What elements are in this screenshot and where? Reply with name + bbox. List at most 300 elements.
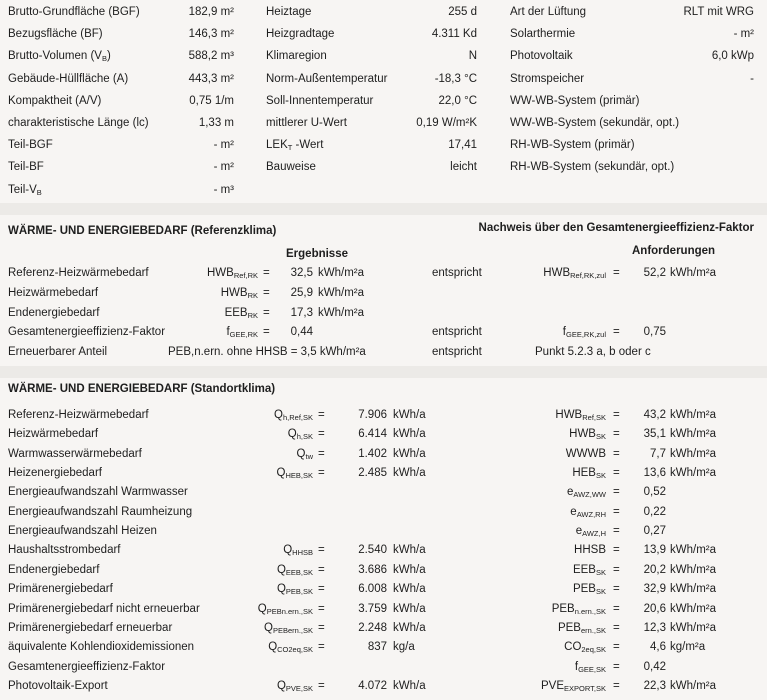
ref-value [270, 266, 313, 280]
eq-text: = [613, 467, 620, 480]
site-eq [318, 602, 325, 616]
climate-label [266, 160, 316, 174]
eq-text: = [613, 544, 620, 557]
site-unit [393, 427, 426, 441]
general-label-text: Bezugsfläche (BF) [8, 28, 103, 41]
climate-label-text: Bauweise [266, 161, 316, 174]
symbol-text: HWB [569, 428, 596, 441]
value-text: 2.248 [358, 621, 387, 634]
value-text: 0,75 1/m [189, 94, 234, 107]
subscript: EXPORT,SK [564, 683, 606, 693]
value-text: - m² [213, 161, 234, 174]
subscript: Ref,RK,zul [570, 271, 606, 280]
site-row-label [8, 679, 108, 693]
ref-req-symbol [500, 325, 606, 339]
site-req-eq [613, 524, 620, 538]
status-text: entspricht [432, 326, 482, 339]
value-text: PEB,n.ern. ohne HHSB = 3,5 kWh/m²a [168, 346, 366, 359]
ref-row-label [8, 306, 99, 320]
ref-row-label [8, 325, 165, 339]
symbol-text: Q [283, 544, 293, 557]
site-row-label [8, 621, 172, 635]
value-text: 52,2 [643, 267, 666, 279]
row-label-text: Heizenergiebedarf [8, 467, 102, 480]
site-req-unit [670, 602, 716, 616]
row-label-text: Energieaufwandszahl Heizen [8, 525, 157, 538]
general-label-text: Teil-V [8, 183, 37, 196]
system-value [640, 49, 754, 63]
subscript: RK [247, 290, 258, 300]
system-label-text: WW-WB-System (sekundär, opt.) [510, 117, 680, 129]
general-label [8, 160, 44, 174]
site-row-label [8, 427, 98, 441]
site-req-unit [670, 408, 716, 422]
site-req-symbol [470, 524, 606, 538]
subscript: PEB,SK [285, 587, 313, 597]
site-value [330, 427, 387, 441]
unit-text: kWh/a [393, 583, 426, 596]
row-label-text: Primärenergiebedarf nicht erneuerbar [8, 602, 200, 615]
general-label [8, 27, 103, 41]
site-req-unit [670, 447, 716, 461]
site-row-label [8, 466, 102, 480]
ref-req-value [622, 266, 666, 280]
site-req-symbol [470, 485, 606, 499]
row-label-text: Referenz-Heizwärmebedarf [8, 409, 149, 421]
unit-text: kWh/a [393, 621, 426, 634]
ref-section-title [8, 224, 276, 238]
site-req-eq [613, 640, 620, 654]
value-text: 17,3 [290, 306, 313, 319]
symbol-text: CO [564, 641, 582, 654]
subscript: PEBn.ern.,SK [266, 606, 313, 616]
value-text: 2.485 [358, 467, 387, 480]
unit-text: kWh/m²a [670, 602, 716, 615]
system-label-text: Solarthermie [510, 28, 576, 41]
unit-text: kWh/m²a [670, 267, 716, 279]
symbol-text: WWWB [565, 447, 606, 460]
eq-text: = [613, 583, 620, 596]
unit-text: kg/m²a [670, 641, 706, 654]
site-req-unit [670, 621, 716, 635]
eq-text: = [318, 641, 325, 654]
site-req-unit [670, 427, 716, 441]
climate-value [400, 94, 477, 108]
ref-status [432, 325, 482, 339]
unit-text: kWh/m²a [670, 563, 716, 576]
site-req-value [622, 524, 666, 538]
site-section-title [8, 382, 275, 396]
eq-text: = [613, 563, 620, 576]
subscript: EEB,SK [285, 567, 313, 577]
site-eq [318, 447, 325, 461]
site-req-eq [613, 543, 620, 557]
symbol-text: Q [257, 602, 267, 615]
eq-text: = [613, 679, 620, 692]
subscript: SK [595, 567, 606, 577]
general-value [150, 72, 234, 86]
unit-text: kWh/m²a [670, 467, 716, 480]
site-row-label [8, 543, 121, 557]
label-tail: ) [106, 50, 111, 63]
ref-row-label [8, 266, 149, 280]
subscript: h,SK [296, 432, 313, 442]
subscript: SK [595, 587, 606, 597]
site-row-label [8, 602, 200, 616]
subscript: n.ern.,SK [574, 606, 606, 616]
site-value [330, 602, 387, 616]
site-eq [318, 466, 325, 480]
site-unit [393, 602, 426, 616]
eq-text: = [318, 602, 325, 615]
value-text: N [468, 50, 477, 63]
site-req-unit [670, 679, 716, 693]
value-text: 443,3 m² [188, 72, 234, 85]
subscript: GEE,RK,zul [565, 330, 606, 340]
eq-text: = [263, 326, 270, 339]
eq-text: = [318, 409, 325, 421]
site-symbol [180, 563, 313, 577]
site-req-eq [613, 602, 620, 616]
ref-req-value [622, 325, 666, 339]
site-eq [318, 621, 325, 635]
system-value [640, 27, 754, 41]
row-label-text: Primärenergiebedarf [8, 583, 113, 596]
row-label-text: äquivalente Kohlendioxidemissionen [8, 641, 195, 654]
site-symbol [180, 427, 313, 441]
site-eq [318, 640, 325, 654]
climate-label-text: Klimaregion [266, 50, 327, 63]
eq-text: = [613, 486, 620, 499]
site-value [330, 543, 387, 557]
symbol-text: Q [276, 679, 286, 692]
site-req-value [622, 582, 666, 596]
unit-text: kWh/m²a [318, 267, 364, 279]
site-req-symbol [470, 621, 606, 635]
unit-text: kWh/a [393, 447, 426, 460]
eq-text: = [613, 505, 620, 518]
eq-text: = [318, 544, 325, 557]
value-text: 6.008 [358, 583, 387, 596]
symbol-text: HWB [220, 286, 248, 299]
climate-label-text: Heizgradtage [266, 28, 335, 41]
climate-label-text: Soll-Innentemperatur [266, 94, 374, 107]
general-label [8, 138, 53, 152]
eq-text: = [263, 267, 270, 279]
site-req-value [622, 621, 666, 635]
ref-req-eq [613, 266, 620, 280]
row-label-text: Primärenergiebedarf erneuerbar [8, 621, 173, 634]
heading-text: Ergebnisse [286, 248, 348, 260]
unit-text: kWh/m²a [670, 544, 716, 557]
value-text: -18,3 °C [434, 72, 477, 85]
subscript: Ref,SK [582, 413, 606, 422]
site-req-symbol [470, 447, 606, 461]
site-value [330, 408, 387, 422]
symbol-text: HHSB [574, 544, 606, 557]
ref-req-eq [613, 325, 620, 339]
site-req-symbol [470, 543, 606, 557]
unit-text: kWh/a [393, 544, 426, 557]
system-label-text: Photovoltaik [510, 50, 573, 63]
unit-text: kWh/m²a [318, 286, 364, 299]
symbol-text: e [575, 525, 583, 538]
climate-value [400, 160, 477, 174]
section-title-text: WÄRME- UND ENERGIEBEDARF (Standortklima) [8, 383, 276, 395]
site-value [330, 466, 387, 480]
ref-symbol [150, 325, 258, 339]
subscript: HEB,SK [285, 471, 313, 481]
ref-unit [318, 306, 364, 320]
subscript: GEE,RK [229, 330, 258, 340]
general-label-text: Kompaktheit (A/V) [8, 94, 102, 107]
ref-symbol [150, 306, 258, 320]
value-text: 6,0 kWp [711, 50, 754, 63]
eq-text: = [613, 447, 620, 460]
ref-eq [263, 266, 270, 280]
symbol-text: e [570, 505, 577, 518]
symbol-text: HEB [572, 467, 596, 480]
row-label-text: Endenergiebedarf [8, 306, 100, 319]
symbol-text: HWB [555, 409, 583, 421]
row-label-text: Heizwärmebedarf [8, 428, 99, 441]
value-text: - m² [733, 28, 754, 41]
site-row-label [8, 660, 165, 674]
site-row-label [8, 582, 113, 596]
climate-value [400, 5, 477, 19]
site-req-value [622, 466, 666, 480]
site-value [330, 563, 387, 577]
unit-text: kWh/a [393, 679, 426, 692]
unit-text: kWh/a [393, 467, 426, 480]
climate-label [266, 5, 311, 19]
unit-text: kWh/a [393, 428, 426, 441]
value-text: 35,1 [643, 428, 666, 441]
eq-text: = [318, 563, 325, 576]
value-text: - m² [213, 139, 234, 152]
site-eq [318, 408, 325, 422]
subscript: Ref,RK [233, 271, 258, 280]
ref-value [270, 286, 313, 300]
unit-text: kWh/a [393, 409, 426, 421]
ref-status [432, 345, 482, 359]
site-req-unit [670, 563, 716, 577]
general-value [150, 5, 234, 19]
general-label [8, 183, 42, 197]
unit-text: kg/a [393, 641, 415, 654]
system-label-text: Stromspeicher [510, 72, 585, 85]
symbol-text: Q [296, 447, 306, 460]
site-req-value [622, 660, 666, 674]
ref-requirement-text [535, 345, 651, 359]
value-text: 20,2 [643, 563, 666, 576]
row-label-text: Warmwasserwärmebedarf [8, 447, 142, 460]
section-separator [0, 366, 767, 378]
row-label-text: Haushaltsstrombedarf [8, 544, 121, 557]
climate-label [266, 72, 387, 86]
ref-unit [318, 286, 364, 300]
system-label [510, 5, 586, 19]
climate-value [400, 72, 477, 86]
value-text: 1,33 m [198, 117, 234, 129]
site-req-eq [613, 447, 620, 461]
value-text: 4.311 Kd [431, 28, 477, 41]
site-req-symbol [470, 408, 606, 422]
value-text: 25,9 [290, 286, 313, 299]
site-req-eq [613, 582, 620, 596]
subscript: h,Ref,SK [282, 413, 313, 422]
climate-value [400, 49, 477, 63]
ref-row-label [8, 345, 107, 359]
value-text: 43,2 [643, 409, 666, 421]
value-text: 32,5 [290, 267, 313, 279]
subscript: B [36, 187, 42, 197]
value-text: 12,3 [643, 621, 666, 634]
site-req-eq [613, 679, 620, 693]
site-row-label [8, 447, 142, 461]
eq-text: = [613, 525, 620, 538]
site-value [330, 679, 387, 693]
symbol-text: PEB [551, 602, 575, 615]
site-row-label [8, 563, 99, 577]
site-req-unit [670, 582, 716, 596]
climate-label-text: LEK [266, 139, 288, 152]
site-eq [318, 543, 325, 557]
subscript: B [101, 54, 107, 64]
subscript: CO2eq,SK [277, 645, 313, 655]
unit-text: kWh/a [393, 602, 426, 615]
section-title-text: WÄRME- UND ENERGIEBEDARF (Referenzklima) [8, 225, 277, 237]
general-label [8, 116, 149, 130]
heading-text: Nachweis über den Gesamtenergieeffizienz-Faktor [478, 222, 754, 234]
symbol-text: Q [276, 583, 286, 596]
value-text: 0,42 [643, 660, 666, 673]
anforderungen-heading [632, 244, 715, 258]
status-text: entspricht [432, 346, 482, 359]
climate-label [266, 94, 373, 108]
general-label [8, 49, 111, 63]
eq-text: = [318, 621, 325, 634]
symbol-text: f [226, 326, 230, 339]
eq-text: = [318, 583, 325, 596]
site-unit [393, 543, 426, 557]
general-value [150, 160, 234, 174]
subscript: 2eq,SK [581, 645, 606, 655]
site-symbol [180, 621, 313, 635]
site-symbol [180, 408, 313, 422]
symbol-text: EEB [224, 306, 248, 319]
subscript: SK [595, 471, 606, 481]
site-req-symbol [470, 660, 606, 674]
value-text: 22,0 °C [438, 94, 477, 107]
general-value [150, 49, 234, 63]
symbol-text: e [566, 486, 574, 499]
subscript: AWZ,RH [576, 509, 606, 519]
value-text: 13,6 [643, 467, 666, 480]
value-text: 7,7 [650, 447, 666, 460]
general-label-text: charakteristische Länge (lc) [8, 117, 149, 129]
ref-req-symbol [500, 266, 606, 280]
row-label-text: Endenergiebedarf [8, 563, 100, 576]
ref-nachweis-heading [440, 221, 754, 235]
heading-text: Anforderungen [632, 245, 716, 257]
value-text: 4,6 [650, 641, 666, 654]
value-text: 13,9 [643, 544, 666, 557]
eq-text: = [613, 428, 620, 441]
site-row-label [8, 640, 194, 654]
subscript: tw [305, 451, 313, 461]
value-text: 0,44 [290, 326, 313, 339]
status-text: entspricht [432, 267, 482, 279]
row-label-text: Heizwärmebedarf [8, 286, 99, 299]
site-symbol [180, 447, 313, 461]
requirement-text: Punkt 5.2.3 a, b oder c [535, 346, 651, 359]
general-label-text: Brutto-Grundfläche (BGF) [8, 6, 140, 18]
general-label-text: Teil-BF [8, 161, 44, 174]
site-value [330, 447, 387, 461]
value-text: 17,41 [448, 139, 477, 152]
site-symbol [180, 466, 313, 480]
value-text: 4.072 [358, 679, 387, 692]
ref-eq [263, 286, 270, 300]
system-label [510, 27, 575, 41]
unit-text: kWh/m²a [318, 306, 364, 319]
ref-status [432, 266, 482, 280]
value-text: 0,52 [643, 486, 666, 499]
value-text: 837 [367, 641, 387, 654]
eq-text: = [318, 679, 325, 692]
climate-label [266, 116, 347, 130]
site-row-label [8, 485, 188, 499]
site-req-eq [613, 660, 620, 674]
site-req-value [622, 563, 666, 577]
unit-text: kWh/m²a [670, 447, 716, 460]
symbol-text: HWB [206, 267, 234, 279]
climate-label-text: Norm-Außentemperatur [266, 72, 388, 85]
site-symbol [180, 640, 313, 654]
symbol-text: Q [276, 467, 286, 480]
site-req-symbol [470, 602, 606, 616]
ref-req-unit [670, 266, 716, 280]
unit-text: kWh/m²a [670, 621, 716, 634]
ref-symbol [150, 286, 258, 300]
site-req-eq [613, 505, 620, 519]
row-label-text: Gesamtenergieeffizienz-Faktor [8, 326, 166, 339]
row-label-text: Erneuerbarer Anteil [8, 346, 108, 359]
general-label [8, 94, 101, 108]
eq-text: = [613, 641, 620, 654]
ref-row-label [8, 286, 98, 300]
value-text: 0,22 [643, 505, 666, 518]
subscript: PVE,SK [285, 683, 313, 693]
eq-text: = [613, 621, 620, 634]
site-value [330, 621, 387, 635]
value-text: 0,27 [643, 525, 666, 538]
row-label-text: Gesamtenergieeffizienz-Faktor [8, 660, 166, 673]
site-req-eq [613, 563, 620, 577]
system-label-text: RH-WB-System (sekundär, opt.) [510, 161, 675, 174]
ref-combined-value [168, 345, 366, 359]
value-text: 182,9 m² [188, 6, 234, 18]
general-value [150, 94, 234, 108]
site-req-symbol [470, 640, 606, 654]
site-unit [393, 679, 426, 693]
symbol-text: PEB [557, 621, 581, 634]
unit-text: kWh/m²a [670, 583, 716, 596]
system-label-text: Art der Lüftung [510, 6, 587, 18]
site-row-label [8, 408, 149, 422]
eq-text: = [613, 326, 620, 339]
